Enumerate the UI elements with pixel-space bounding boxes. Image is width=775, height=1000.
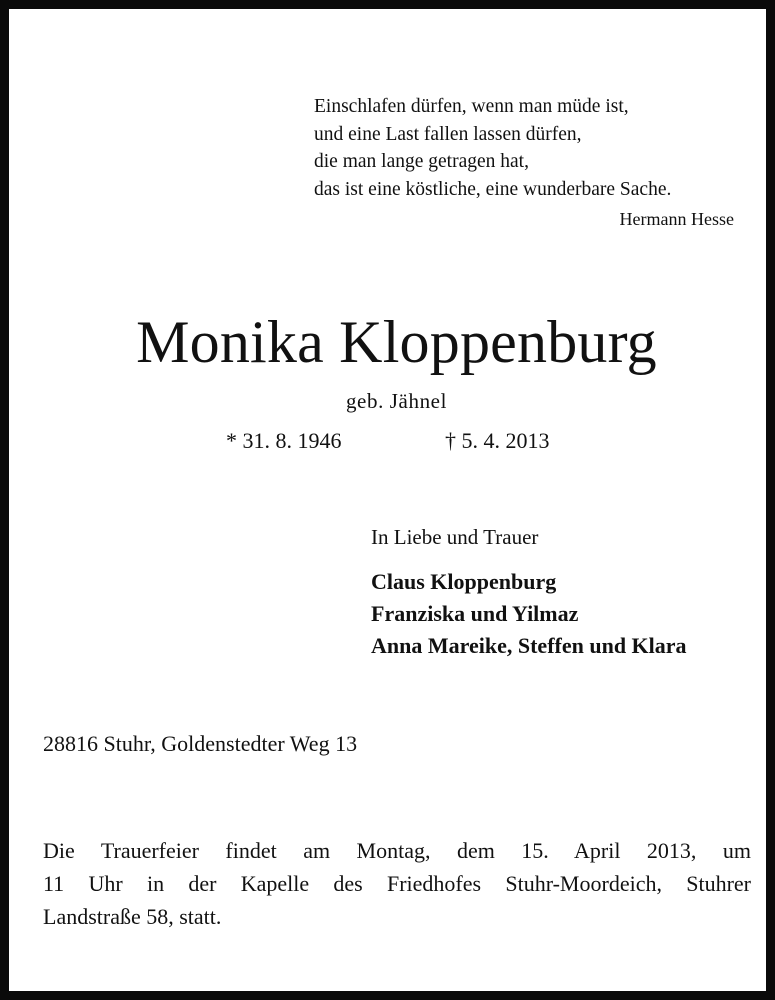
deceased-name: Monika Kloppenburg xyxy=(136,309,657,375)
death-date: † 5. 4. 2013 xyxy=(445,428,550,453)
notice-line: Landstraße 58, statt. xyxy=(43,904,222,929)
mourners-intro: In Liebe und Trauer xyxy=(371,525,539,549)
poem-line: Einschlafen dürfen, wenn man müde ist, xyxy=(314,96,629,117)
mourners-list xyxy=(371,566,687,662)
notice-line: 11 Uhr in der Kapelle des Friedhofes Stuhr-Moordeich, Stuhrer xyxy=(43,871,751,896)
mourner-name: Franziska und Yilmaz xyxy=(371,601,579,626)
mourner-name: Claus Kloppenburg xyxy=(371,569,557,594)
mourner-name: Anna Mareike, Steffen und Klara xyxy=(371,633,687,658)
funeral-notice xyxy=(43,834,751,933)
poem-line: die man lange getragen hat, xyxy=(314,151,529,172)
family-address: 28816 Stuhr, Goldenstedter Weg 13 xyxy=(43,731,358,756)
notice-line: Die Trauerfeier findet am Montag, dem 15. April 2013, um xyxy=(43,838,751,863)
poem-author: Hermann Hesse xyxy=(619,209,734,229)
maiden-name: geb. Jähnel xyxy=(345,389,448,413)
birth-date: * 31. 8. 1946 xyxy=(226,428,342,453)
poem-line: das ist eine köstliche, eine wunderbare Sache. xyxy=(314,178,672,200)
poem-quote xyxy=(314,93,671,203)
poem-line: und eine Last fallen lassen dürfen, xyxy=(314,123,582,145)
